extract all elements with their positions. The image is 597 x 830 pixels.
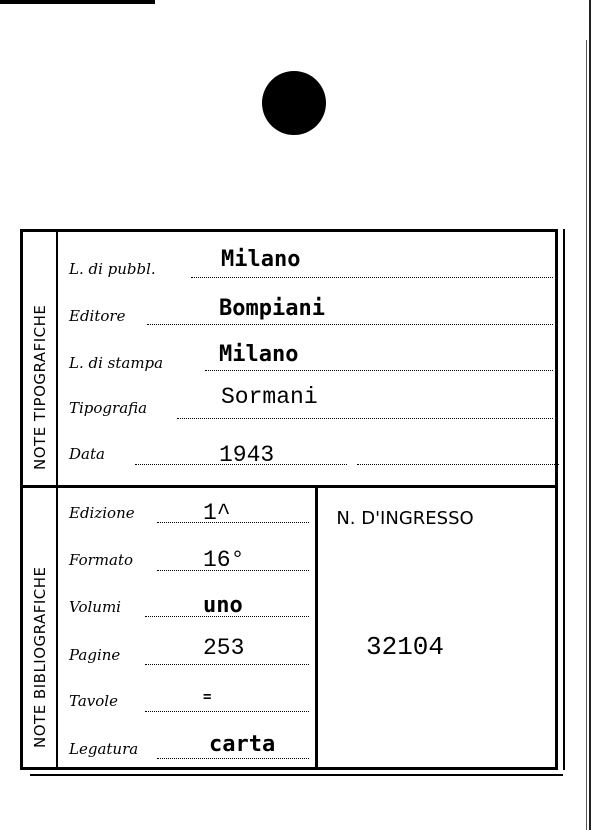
dotted-line bbox=[157, 522, 309, 523]
value-volumi: uno bbox=[203, 593, 243, 618]
label-edizione: Edizione bbox=[69, 504, 135, 522]
dotted-line bbox=[357, 464, 559, 465]
value-edizione: 1^ bbox=[203, 500, 231, 526]
value-pagine: 253 bbox=[203, 635, 245, 661]
label-volumi: Volumi bbox=[69, 598, 121, 616]
card-shadow-bottom bbox=[30, 774, 563, 776]
side-label-tipografiche: NOTE TIPOGRAFICHE bbox=[31, 304, 49, 470]
value-data: 1943 bbox=[219, 442, 275, 468]
top-edge-rule bbox=[0, 0, 155, 4]
ingresso-number: 32104 bbox=[365, 632, 444, 662]
value-luogo-pubblicazione: Milano bbox=[221, 247, 301, 272]
value-tipografia: Sormani bbox=[221, 384, 318, 410]
dotted-line bbox=[147, 324, 553, 325]
value-luogo-stampa: Milano bbox=[219, 342, 299, 367]
value-legatura: carta bbox=[209, 732, 276, 757]
label-luogo-stampa: L. di stampa bbox=[69, 354, 164, 372]
right-edge-line bbox=[589, 0, 591, 830]
dotted-line bbox=[205, 370, 553, 371]
catalog-card bbox=[20, 229, 558, 770]
dotted-line bbox=[157, 758, 309, 759]
value-tavole: = bbox=[203, 689, 212, 705]
label-data: Data bbox=[69, 445, 105, 463]
side-divider bbox=[56, 232, 58, 767]
ingresso-label: N. D'INGRESSO bbox=[336, 508, 474, 529]
dotted-line bbox=[145, 711, 309, 712]
label-tavole: Tavole bbox=[69, 692, 118, 710]
label-formato: Formato bbox=[69, 551, 134, 569]
label-legatura: Legatura bbox=[69, 740, 139, 758]
value-formato: 16° bbox=[203, 547, 245, 573]
side-label-bibliografiche: NOTE BIBLIOGRAFICHE bbox=[31, 566, 49, 748]
card-shadow-right bbox=[563, 229, 565, 770]
label-pagine: Pagine bbox=[69, 646, 121, 664]
dotted-line bbox=[191, 277, 553, 278]
label-tipografia: Tipografia bbox=[69, 399, 148, 417]
value-editore: Bompiani bbox=[219, 296, 325, 321]
right-edge-line-inner bbox=[586, 40, 587, 830]
dotted-line bbox=[177, 418, 553, 419]
column-divider bbox=[315, 488, 318, 767]
label-editore: Editore bbox=[69, 307, 126, 325]
punch-hole bbox=[262, 71, 326, 135]
section-divider bbox=[23, 485, 555, 488]
label-luogo-pubblicazione: L. di pubbl. bbox=[69, 260, 156, 278]
dotted-line bbox=[145, 664, 309, 665]
